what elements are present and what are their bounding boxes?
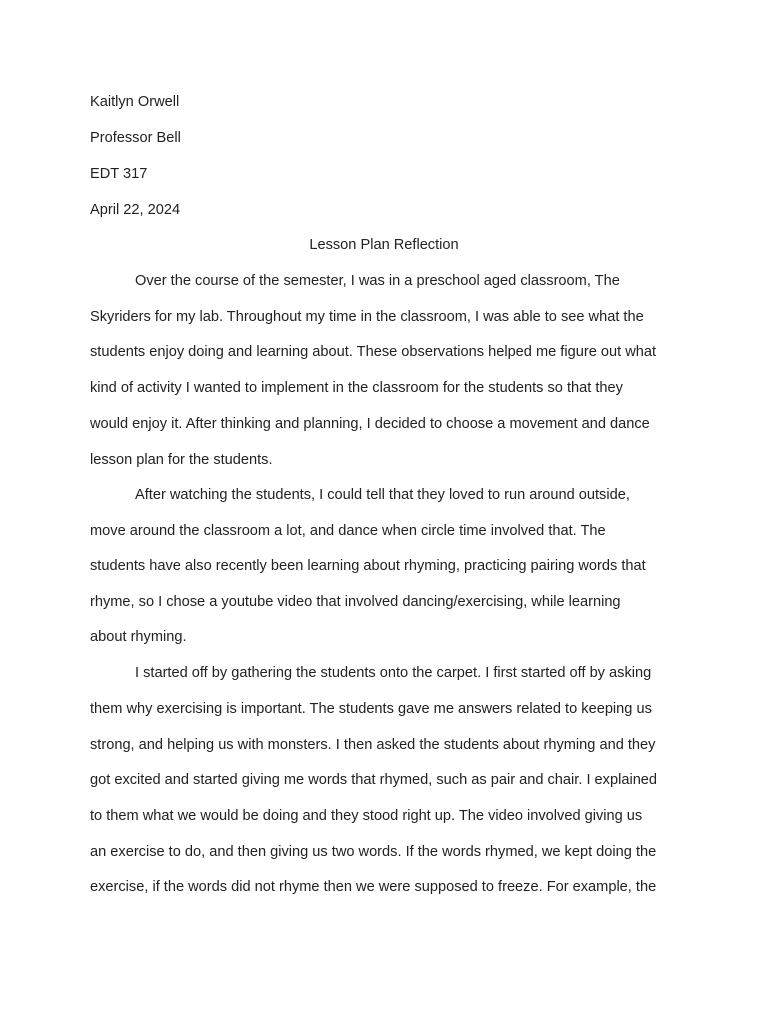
body-line: would enjoy it. After thinking and planning, I decided to choose a movement and dance bbox=[90, 416, 650, 432]
body-line: an exercise to do, and then giving us two words. If the words rhymed, we kept doing the bbox=[90, 844, 657, 860]
body-line: I started off by gathering the students onto the carpet. I first started off by asking bbox=[135, 665, 652, 681]
document-date: April 22, 2024 bbox=[90, 202, 181, 218]
course-code: EDT 317 bbox=[90, 166, 148, 182]
body-line: strong, and helping us with monsters. I then asked the students about rhyming and they bbox=[90, 737, 656, 753]
professor-name: Professor Bell bbox=[90, 130, 181, 146]
body-line: about rhyming. bbox=[90, 629, 187, 645]
body-line: rhyme, so I chose a youtube video that involved dancing/exercising, while learning bbox=[90, 594, 621, 610]
body-line: move around the classroom a lot, and dance when circle time involved that. The bbox=[90, 523, 606, 539]
author-name: Kaitlyn Orwell bbox=[90, 94, 180, 110]
body-line: students have also recently been learning about rhyming, practicing pairing words that bbox=[90, 558, 646, 574]
body-line: kind of activity I wanted to implement in the classroom for the students so that they bbox=[90, 380, 623, 396]
body-line: After watching the students, I could tell that they loved to run around outside, bbox=[135, 487, 630, 503]
body-line: exercise, if the words did not rhyme then we were supposed to freeze. For example, the bbox=[90, 879, 657, 895]
body-line: lesson plan for the students. bbox=[90, 452, 273, 468]
body-line: students enjoy doing and learning about. These observations helped me figure out what bbox=[90, 344, 657, 360]
document-title: Lesson Plan Reflection bbox=[309, 237, 459, 253]
body-line: Over the course of the semester, I was in a preschool aged classroom, The bbox=[135, 273, 620, 289]
body-line: got excited and started giving me words that rhymed, such as pair and chair. I explained bbox=[90, 772, 658, 788]
body-line: Skyriders for my lab. Throughout my time in the classroom, I was able to see what the bbox=[90, 309, 644, 325]
body-line: to them what we would be doing and they stood right up. The video involved giving us bbox=[90, 808, 643, 824]
body-line: them why exercising is important. The students gave me answers related to keeping us bbox=[90, 701, 652, 717]
